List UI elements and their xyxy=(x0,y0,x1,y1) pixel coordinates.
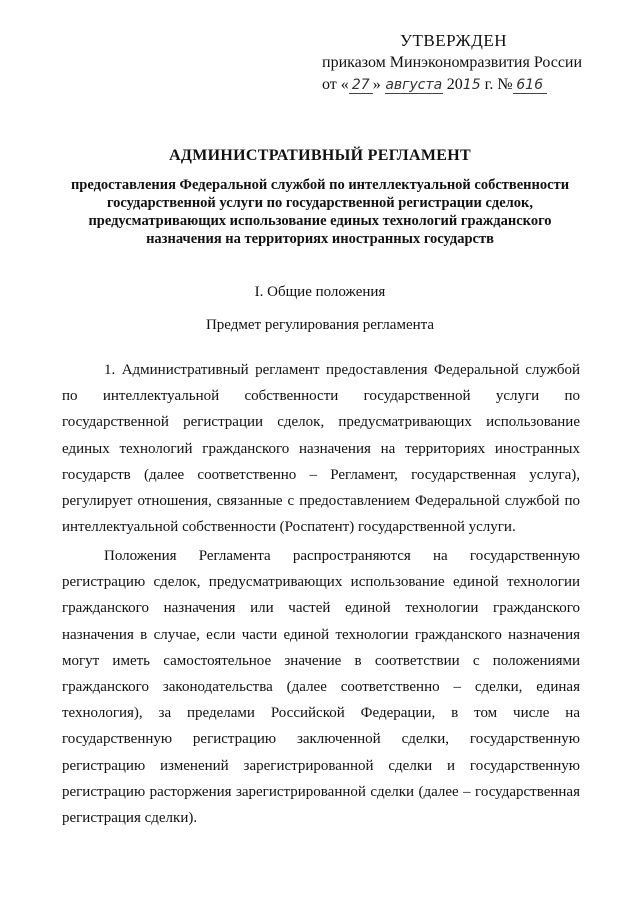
number-prefix: № xyxy=(497,76,513,93)
handwritten-month: августа xyxy=(385,77,443,93)
year-g: г. xyxy=(484,76,494,93)
document-title: АДМИНИСТРАТИВНЫЙ РЕГЛАМЕНТ xyxy=(169,147,471,164)
handwritten-day: 27 xyxy=(349,77,373,94)
handwritten-number: 616 xyxy=(513,77,547,94)
handwritten-year: 15 xyxy=(462,77,481,93)
approval-stamp xyxy=(322,30,622,96)
year-prefix: 20 xyxy=(446,76,463,93)
approval-order-line: приказом Минэкономразвития России xyxy=(322,54,583,71)
approval-title: УТВЕРЖДЕН xyxy=(400,31,507,50)
date-prefix: от « xyxy=(322,76,349,93)
approval-date-line xyxy=(322,74,622,96)
section-heading: I. Общие положения xyxy=(254,284,386,300)
document-subtitle: предоставления Федеральной службой по интеллектуальной собственности государственной услуги по государственной регистрации сделок, предусматривающих использование единых технологий гражданского назначения на территориях иностранных государств xyxy=(70,177,570,247)
subsection-heading: Предмет регулирования регламента xyxy=(205,317,435,333)
paragraph-1: 1. Административный регламент предоставления Федеральной службой по интеллектуальной собственности государственной услуги по государственной регистрации сделок, предусматривающих использование единых технологий гражданского назначения на территориях иностранных государств (далее соответственно – Регламент, государственная услуга), регулирует отношения, связанные с предоставлением Федеральной службой по интеллектуальной собственности (Роспатент) государственной услуги. xyxy=(62,362,580,536)
date-mid: » xyxy=(372,76,381,93)
paragraph-2: Положения Регламента распространяются на государственную регистрацию сделок, предусматривающих использование единой технологии гражданского назначения или частей единой технологии гражданского назначения в случае, если части единой технологии гражданского назначения могут иметь самостоятельное значение в соответствии с положениями гражданского законодательства (далее соответственно – сделки, единая технология), за пределами Российской Федерации, в том числе на государственную регистрацию заключенной сделки, государственную регистрацию изменений зарегистрированной сделки и государственную регистрацию расторжения зарегистрированной сделки (далее – государственная регистрация сделки). xyxy=(62,548,580,827)
